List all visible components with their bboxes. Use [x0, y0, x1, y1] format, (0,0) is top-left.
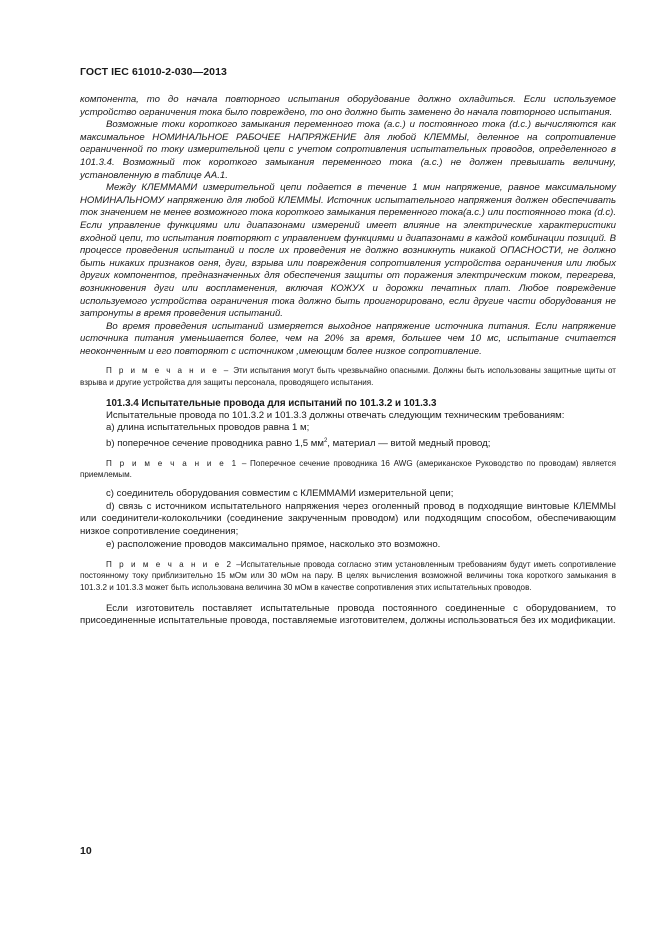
page-number: 10 — [80, 845, 92, 857]
note-2-label: П р и м е ч а н и е 2 — [106, 560, 234, 570]
section-heading: 101.3.4 Испытательные провода для испытаний по 101.3.2 и 101.3.3 — [106, 397, 437, 409]
list-item-b-tail: , материал — витой медный провод; — [327, 438, 491, 450]
page-content — [80, 94, 616, 628]
superscript: 2 — [323, 438, 328, 445]
note-1 — [80, 458, 616, 480]
note-1-text: – Поперечное сечение проводника 16 AWG (американское Руководство по проводам) является приемлемым. — [80, 458, 616, 480]
list-item-b — [80, 435, 616, 451]
note-danger — [80, 365, 616, 387]
list-item-a: a) длина испытательных проводов равна 1 м; — [106, 422, 310, 434]
note-label: П р и м е ч а н и е – — [106, 366, 231, 376]
paragraph-short-circuit-currents: Возможные токи короткого замыкания переменного тока (a.c.) и постоянного тока (d.c.) вычисляются как максимальное НОМИНАЛЬНОЕ РАБОЧЕЕ НАПРЯЖЕНИЕ для любой КЛЕММЫ, деленное на сопротивление ограниченной по току измерительной цепи с учетом сопротивления испытательных проводов, определенного в 101.3.4. Возможный ток короткого замыкания переменного тока (a.c.) не должен превышать величину, установленную в таблице АА.1. — [80, 119, 616, 181]
note-2-text: –Испытательные провода согласно этим установленным требованиям будут иметь сопротивление постоянному току приблизительно 15 мОм или 30 мОм на пару. В целях вычисления возможной величины тока короткого замыкания в 101.3.2 и 101.3.3 может быть использована величина 30 мОм в качестве сопротивления этих испытательных проводов. — [80, 560, 616, 592]
list-item-c: c) соединитель оборудования совместим с КЛЕММАМИ измерительной цепи; — [106, 488, 454, 500]
list-item-b-text: b) поперечное сечение проводника равно 1,5 мм — [106, 438, 324, 450]
note-text: Эти испытания могут быть чрезвычайно опасными. Должны быть использованы защитные щиты от взрыва и другие устройства для защиты персонала, проводящего испытания. — [80, 366, 616, 387]
section-intro: Испытательные провода по 101.3.2 и 101.3.3 должны отвечать следующим техническим требованиям: — [106, 409, 565, 421]
list-item-e: e) расположение проводов максимально прямое, насколько это возможно. — [106, 538, 441, 550]
paragraph-continuation: компонента, то до начала повторного испытания оборудование должно охладиться. Если используемое устройство ограничения тока было повреждено, то оно должно быть заменено до начала повторного испытания. — [80, 94, 616, 118]
list-item-d: d) связь с источником испытательного напряжения через оголенный провод в подходящие винтовые КЛЕММЫ или соединители-колокольчики (соединение закрученным проводом) или подходящим способом, обеспечивающим низкое сопротивление соединения; — [80, 500, 616, 538]
note-2 — [80, 559, 616, 593]
document-code: ГОСТ IEC 61010-2-030—2013 — [80, 66, 227, 78]
closing-paragraph: Если изготовитель поставляет испытательные провода постоянного соединенные с оборудованием, то присоединенные испытательные провода, поставляемые изготовителем, должны использоваться без их модификации. — [80, 602, 616, 627]
paragraph-supply-voltage-measurement: Во время проведения испытаний измеряется выходное напряжение источника питания. Если напряжение источника питания уменьшается более, чем на 20% за время, большее чем 10 мс, испытание считается неоконченным и его повторяют с источником ,имеющим более низкое сопротивление. — [80, 320, 616, 357]
paragraph-terminal-voltage-test: Между КЛЕММАМИ измерительной цепи подается в течение 1 мин напряжение, равное максимальному НОМИНАЛЬНОМУ напряжению для любой КЛЕММЫ. Источник испытательного напряжения должен обеспечивать ток значением не менее возможного тока короткого замыкания переменного тока(a.c.) или постоянного тока (d.c). Если управление функциями или диапазонами измерений имеет влияние на электрические характеристики входной цепи, то испытания повторяют с управлением функциями и диапазонами в каждой комбинации позиций. В процессе проведения испытаний и после их проведения не должно возникнуть никакой ОПАСНОСТИ, не должно быть никаких признаков огня, дуги, взрыва или повреждения сопротивления устройства ограничения или любых других компонентов, предназначенных для обеспечения защиты от поражения электрическим током, перегрева, возникновения дуги или воспламенения, включая КОЖУХ и дорожки печатных плат. Любое повреждение используемого устройства ограничения тока должно быть проигнорировано, если другие части оборудования не затронуты в время проведения испытаний. — [80, 182, 616, 320]
note-1-label: П р и м е ч а н и е 1 — [106, 458, 239, 468]
